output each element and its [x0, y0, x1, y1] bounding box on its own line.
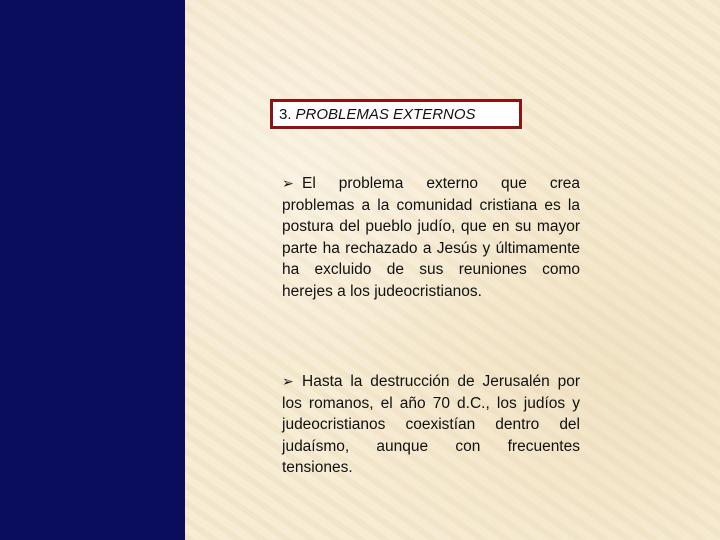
- bullet-text-1: El problema externo que crea problemas a la comunidad cristiana es la postura del pueblo judío, que en su mayor parte ha rechazado a Jesús y últimamente ha excluido de sus reuniones como herejes a los judeocristianos.: [282, 175, 580, 300]
- section-title-inner: [273, 102, 519, 126]
- arrow-bullet-icon: ➢: [282, 175, 294, 191]
- arrow-bullet-icon: ➢: [282, 373, 294, 389]
- bullet-paragraph-2: [282, 371, 580, 479]
- navy-sidebar: [0, 0, 185, 540]
- section-title: [270, 99, 522, 129]
- bullet-text-2: Hasta la destrucción de Jerusalén por los romanos, el año 70 d.C., los judíos y judeocristianos coexistían dentro del judaísmo, aunque con frecuentes tensiones.: [282, 373, 580, 476]
- section-title-text: PROBLEMAS EXTERNOS: [295, 105, 476, 123]
- bullet-paragraph-1: [282, 173, 580, 302]
- section-title-number: 3.: [279, 105, 292, 123]
